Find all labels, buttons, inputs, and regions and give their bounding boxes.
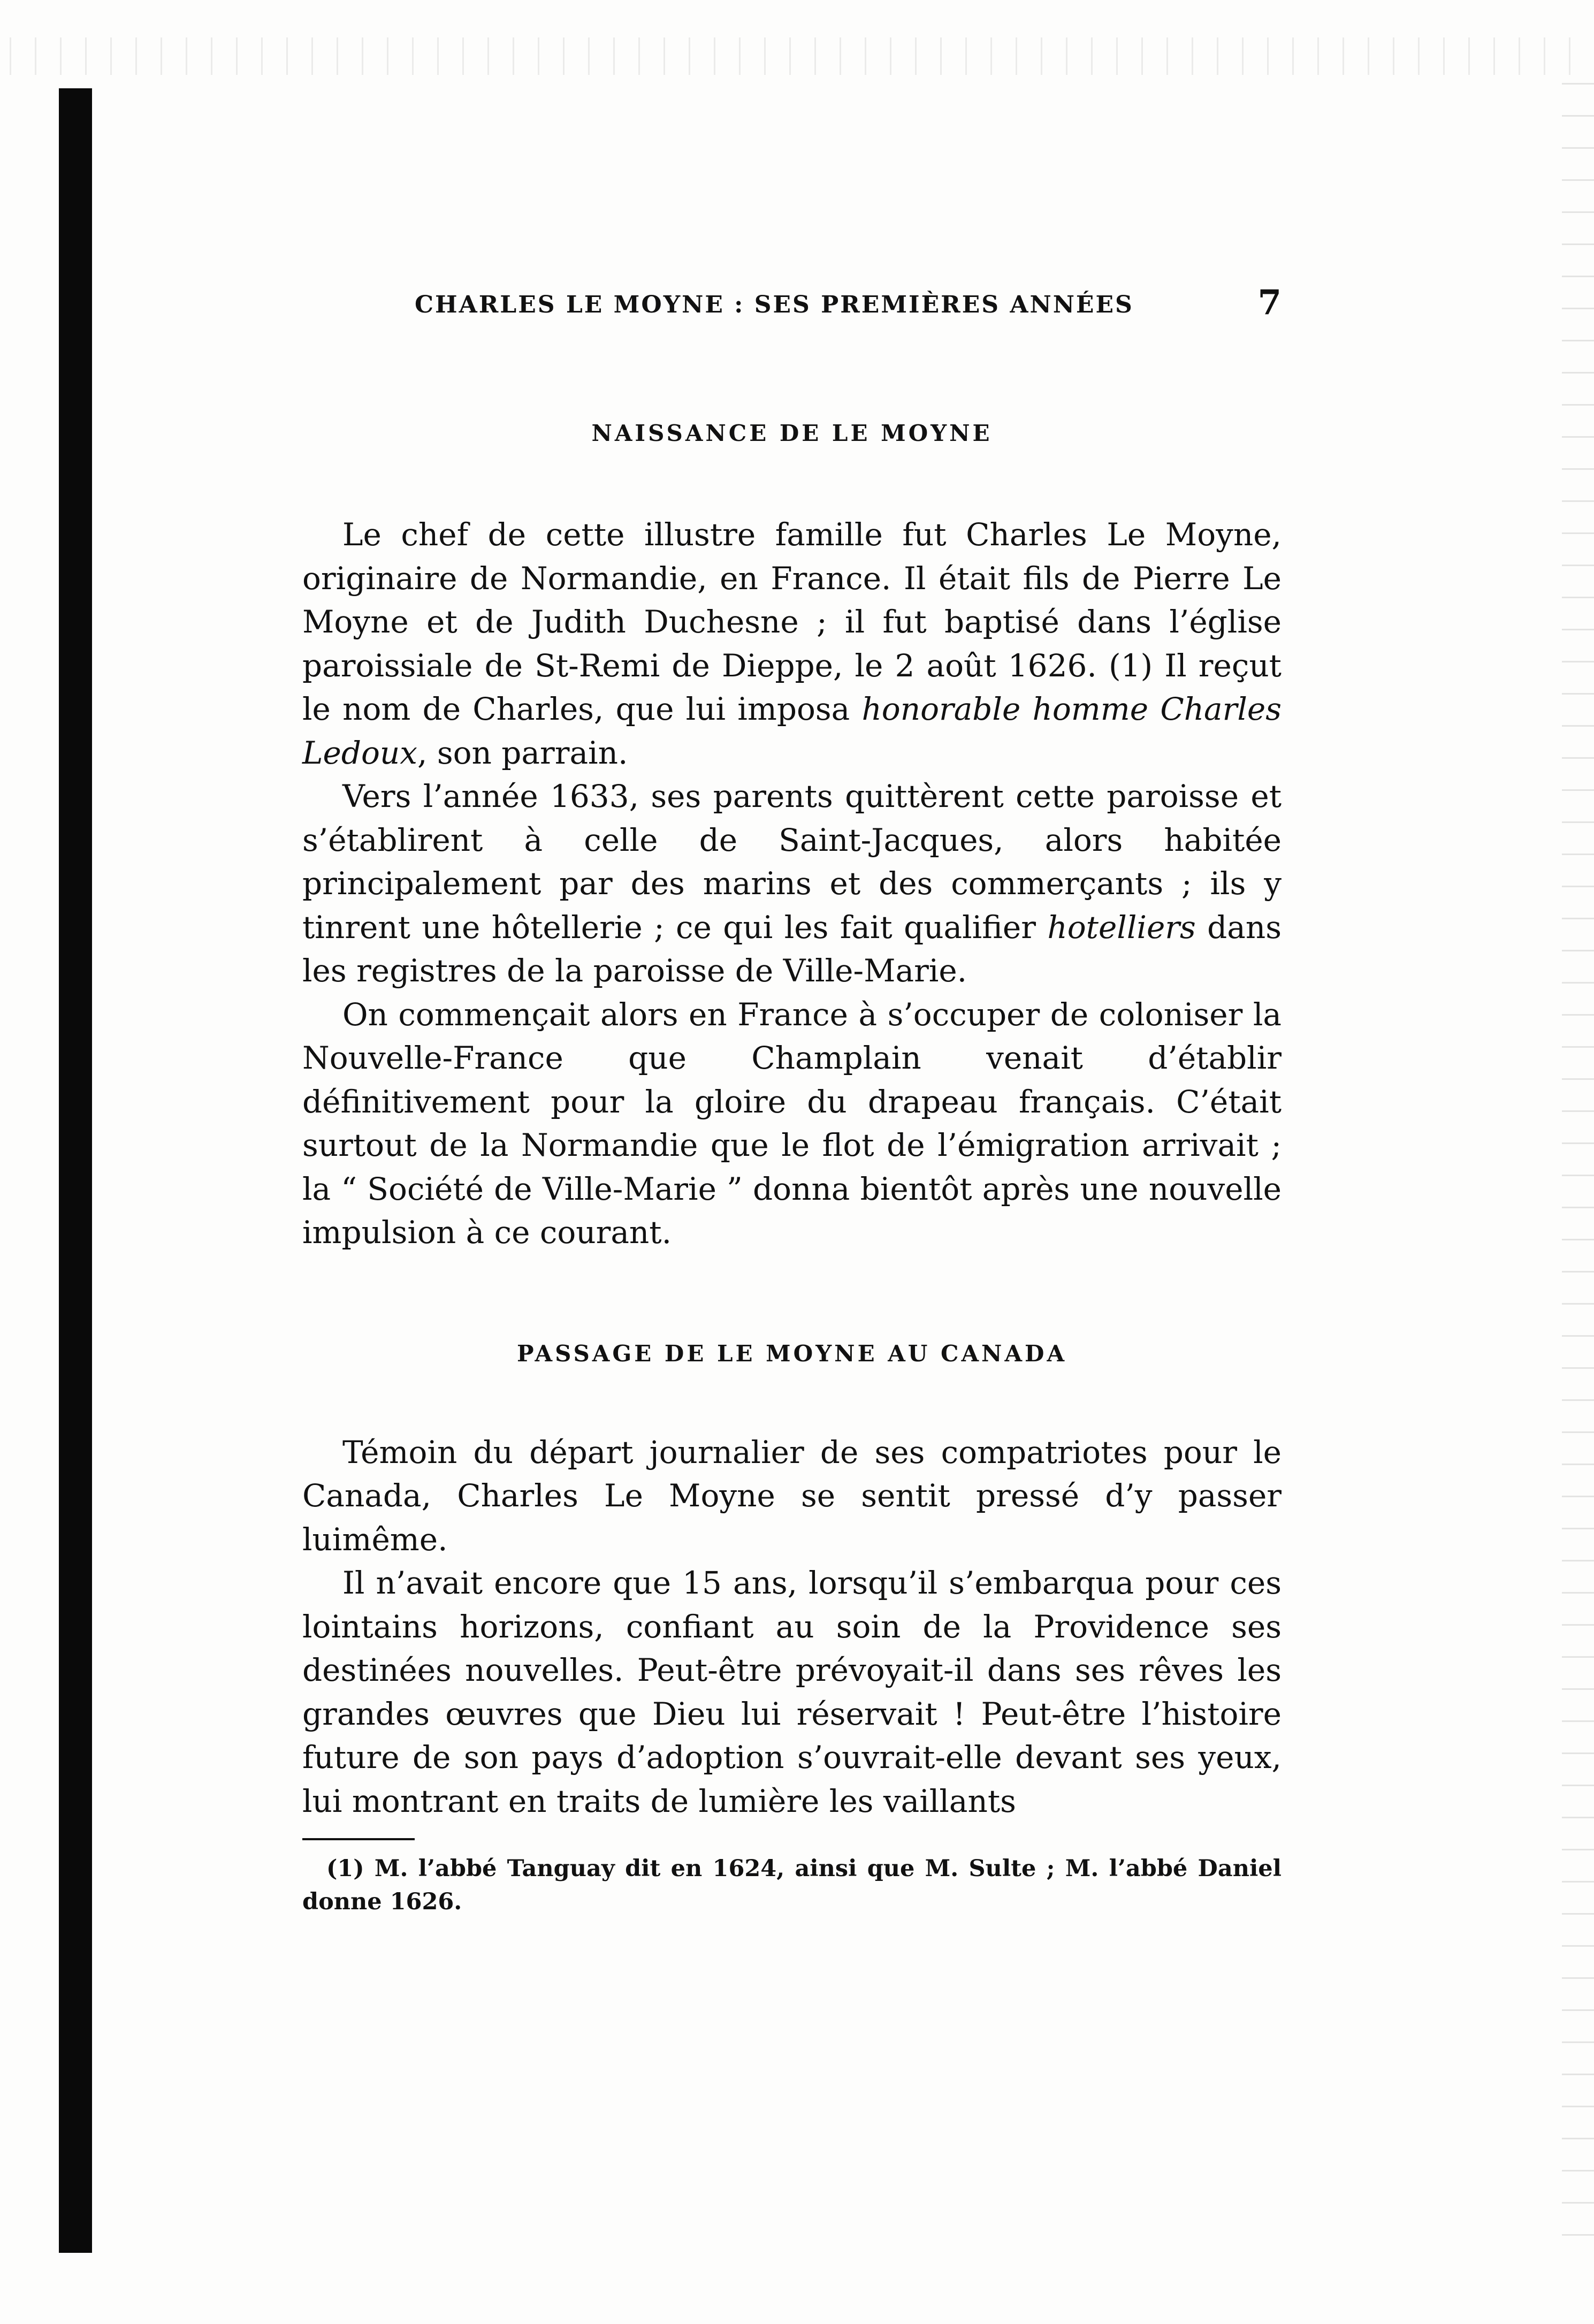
paragraph: Témoin du départ journalier de ses compatriotes pour le Canada, Charles Le Moyne se sentit pressé d’y passer luimême. [302, 1434, 1282, 1558]
section-heading-naissance: NAISSANCE DE LE MOYNE [591, 420, 993, 446]
paragraph [302, 513, 1282, 775]
italic-phrase: hotelliers [1047, 909, 1196, 946]
paragraph-text: Le chef de cette illustre famille fut Charles Le Moyne, originaire de Normandie, en France. Il était fils de Pierre Le Moyne et de Judith Duchesne ; il fut baptisé dans l’église paroissiale de St-Remi de Dieppe, le 2 août 1626. (1) Il reçut le nom de Charles, que lui imposa [302, 516, 1282, 727]
scan-noise-right [1562, 54, 1594, 2247]
page-number: 7 [1257, 283, 1282, 323]
footnote-rule [302, 1838, 415, 1840]
paragraph: On commençait alors en France à s’occuper de coloniser la Nouvelle-France que Champlain venait d’établir définitivement pour la gloire du drapeau français. C’était surtout de la Normandie que le flot de l’émigration arrivait ; la “ Société de Ville-Marie ” donna bientôt après une nouvelle impulsion à ce courant. [302, 996, 1282, 1251]
italic-phrase: honorable homme Charles Ledoux [302, 691, 1282, 771]
paragraph-text: Vers l’année 1633, ses parents quittèrent cette paroisse et s’établirent à celle de Saint-Jacques, alors habitée principalement par des marins et des commerçants ; ils y tinrent une hôtellerie ; ce qui les fait qualifier [302, 778, 1282, 946]
binding-shadow [59, 88, 92, 2253]
running-title: CHARLES LE MOYNE : SES PREMIÈRES ANNÉES [415, 291, 1134, 318]
text-column [302, 268, 1282, 1918]
scan-noise-top [0, 37, 1594, 75]
section-heading-passage: PASSAGE DE LE MOYNE AU CANADA [516, 1340, 1067, 1367]
paragraph-tail: , son parrain. [417, 734, 628, 771]
paragraph: Il n’avait encore que 15 ans, lorsqu’il s’embarqua pour ces lointains horizons, confiant au soin de la Providence ses destinées nouvelles. Peut-être prévoyait-il dans ses rêves les grandes œuvres que Dieu lui réservait ! Peut-être l’histoire future de son pays d’adoption s’ouvrait-elle devant ses yeux, lui montrant en traits de lumière les vaillants [302, 1565, 1282, 1819]
paragraph [302, 775, 1282, 993]
paragraph-tail: dans les registres de la paroisse de Ville-Marie. [302, 909, 1282, 989]
running-head [302, 268, 1282, 321]
footnote: (1) M. l’abbé Tanguay dit en 1624, ainsi que M. Sulte ; M. l’abbé Daniel donne 1626. [302, 1855, 1282, 1915]
